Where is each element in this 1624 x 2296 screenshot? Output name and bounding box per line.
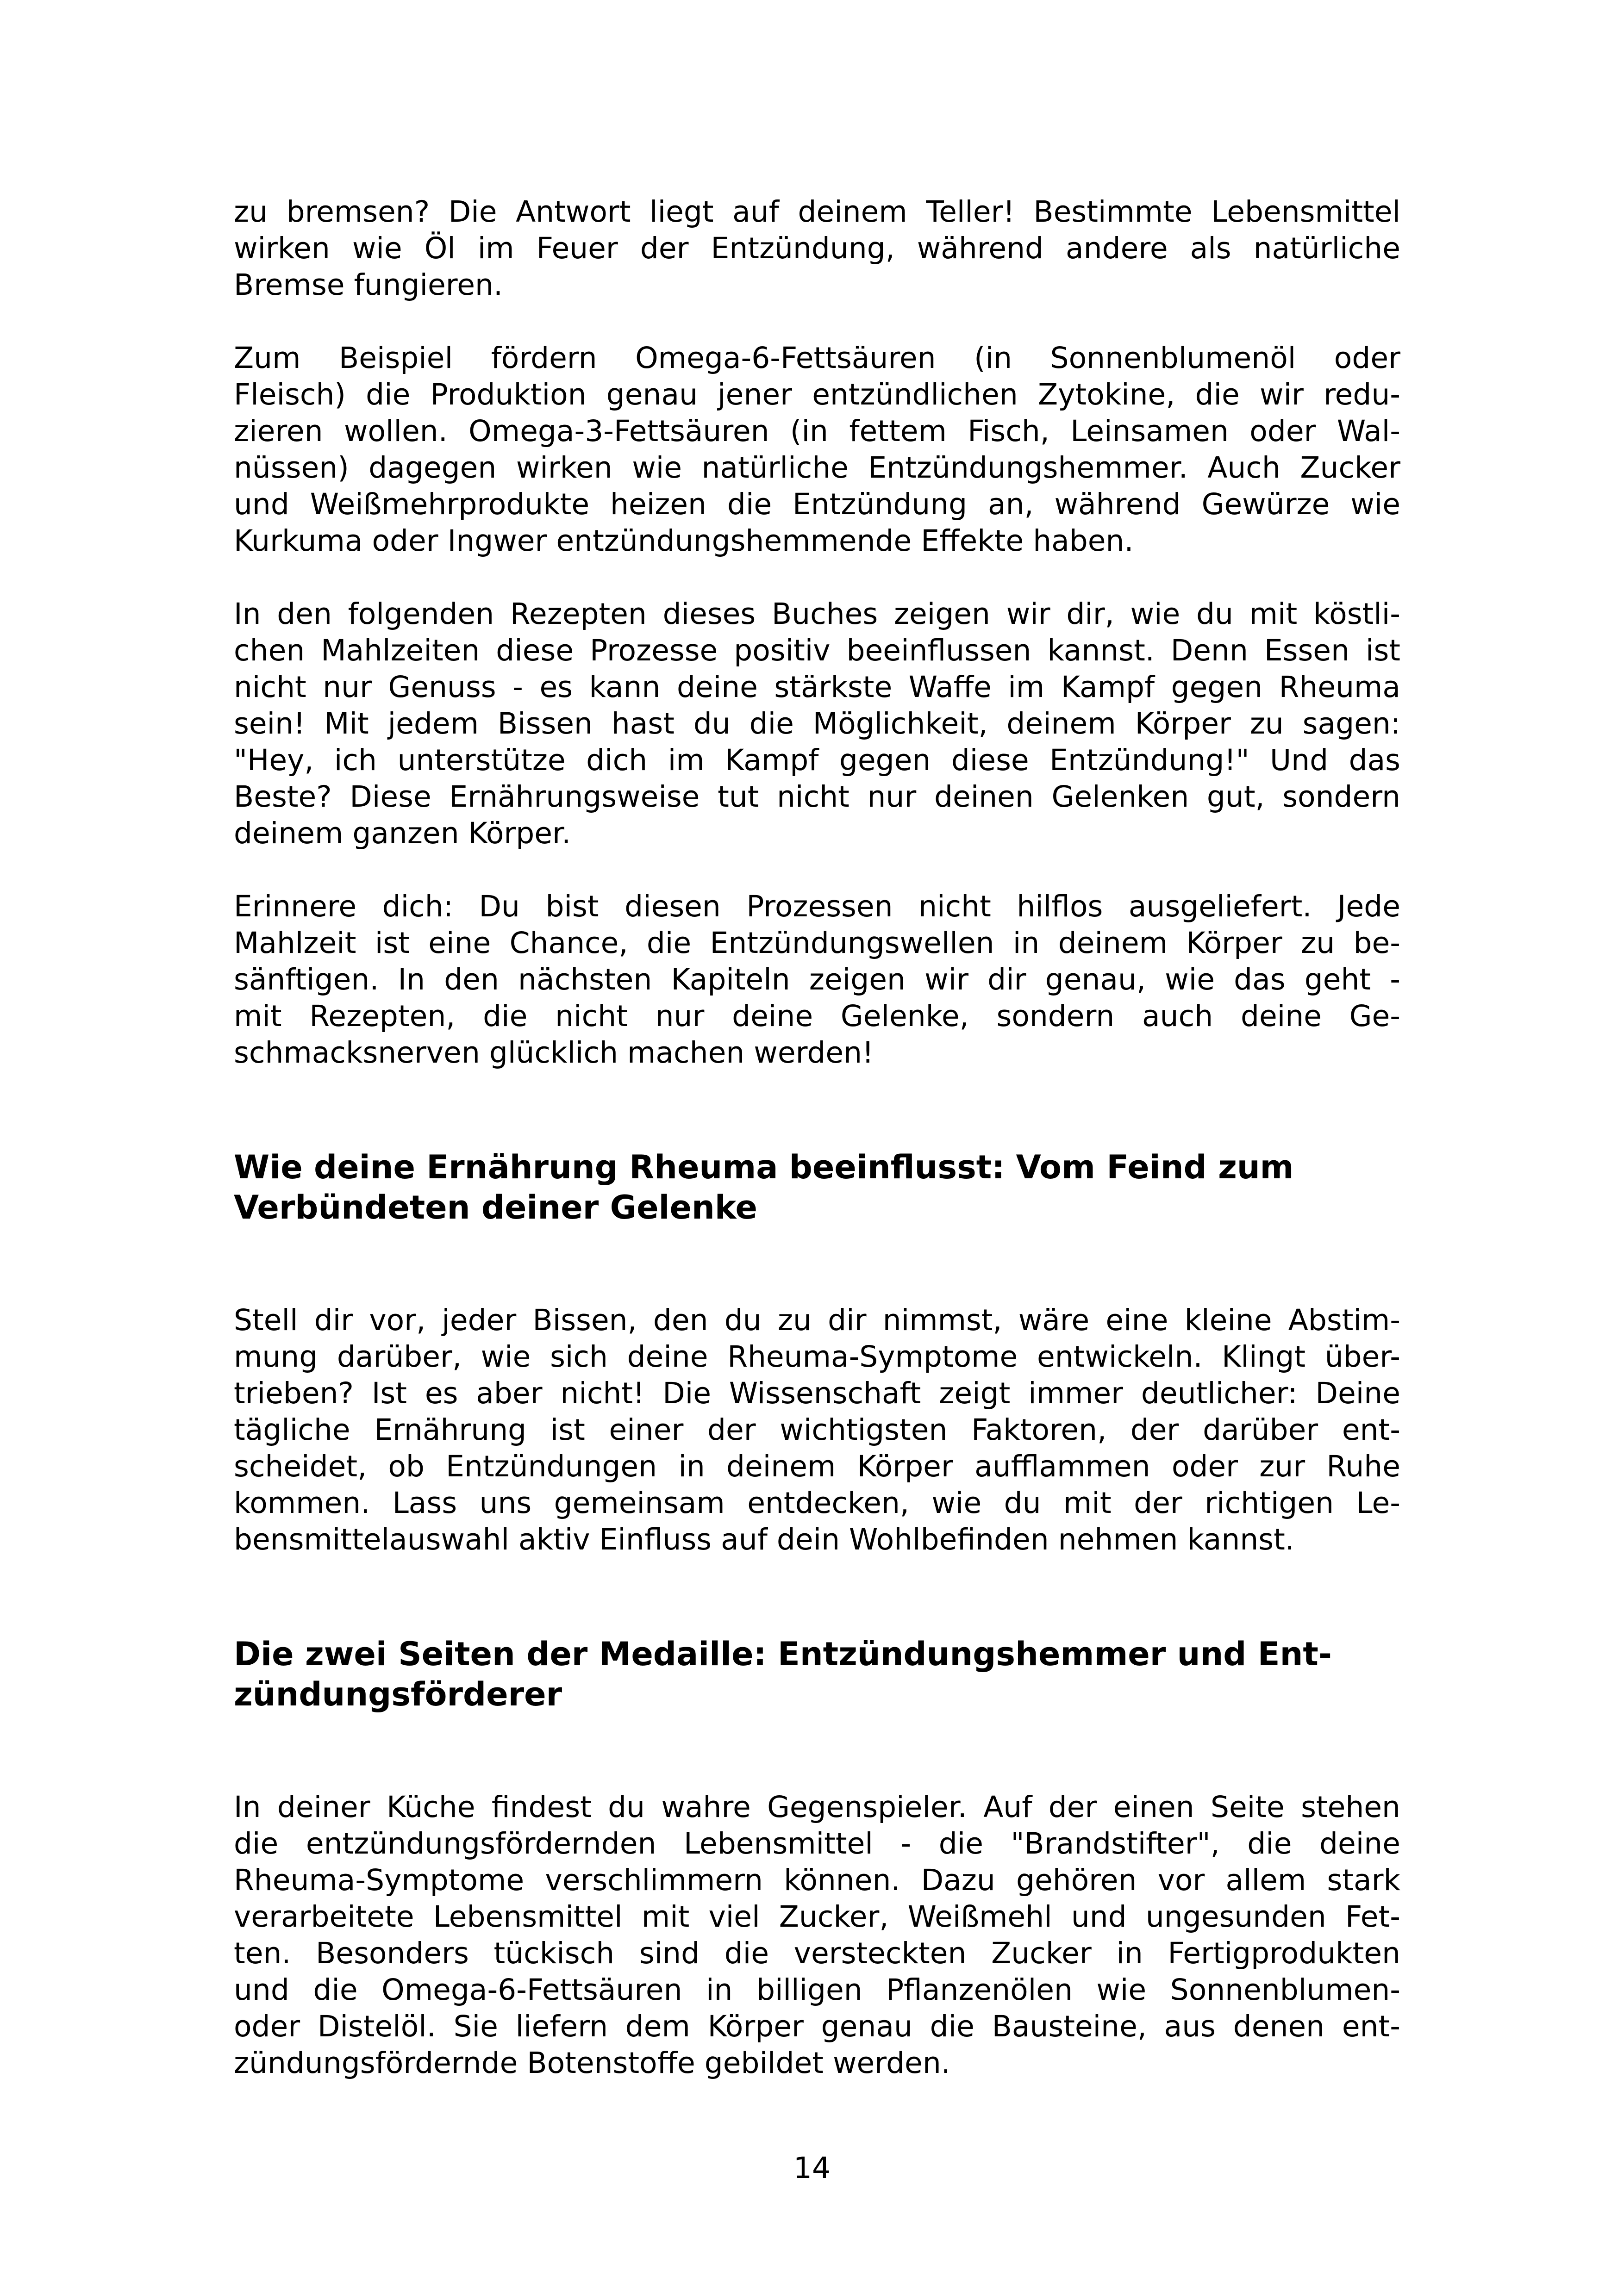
- page-number: 14: [793, 2151, 831, 2185]
- text-line: In deiner Küche findest du wahre Gegenspieler. Auf der einen Seite stehen: [234, 1790, 1400, 1824]
- text-line: chen Mahlzeiten diese Prozesse positiv beeinflussen kannst. Denn Essen ist: [234, 634, 1400, 667]
- text-line: Zum Beispiel fördern Omega-6-Fettsäuren (in Sonnenblumenöl oder: [234, 341, 1400, 375]
- heading-line: Verbündeten deiner Gelenke: [234, 1188, 758, 1226]
- text-line: zündungsfördernde Botenstoffe gebildet werden.: [234, 2046, 950, 2080]
- text-line: verarbeitete Lebensmittel mit viel Zucker, Weißmehl und ungesunden Fet-: [234, 1900, 1400, 1934]
- text-line: Beste? Diese Ernährungsweise tut nicht nur deinen Gelenken gut, sondern: [234, 780, 1400, 814]
- text-line: sänftigen. In den nächsten Kapiteln zeigen wir dir genau, wie das geht -: [234, 963, 1400, 996]
- heading-line: Die zwei Seiten der Medaille: Entzündungshemmer und Ent-: [234, 1635, 1332, 1673]
- text-line: Kurkuma oder Ingwer entzündungshemmende Effekte haben.: [234, 524, 1134, 558]
- text-line: nicht nur Genuss - es kann deine stärkste Waffe im Kampf gegen Rheuma: [234, 670, 1400, 704]
- text-line: Rheuma-Symptome verschlimmern können. Dazu gehören vor allem stark: [234, 1863, 1400, 1897]
- text-line: "Hey, ich unterstütze dich im Kampf gegen diese Entzündung!" Und das: [234, 743, 1400, 777]
- paragraph: [234, 340, 1400, 559]
- section-heading: [234, 1634, 1400, 1715]
- text-line: kommen. Lass uns gemeinsam entdecken, wie du mit der richtigen Le-: [234, 1486, 1400, 1520]
- text-line: In den folgenden Rezepten dieses Buches zeigen wir dir, wie du mit köstli-: [234, 597, 1400, 631]
- text-line: ten. Besonders tückisch sind die versteckten Zucker in Fertigprodukten: [234, 1936, 1400, 1970]
- text-line: schmacksnerven glücklich machen werden!: [234, 1036, 874, 1070]
- text-line: Stell dir vor, jeder Bissen, den du zu dir nimmst, wäre eine kleine Abstim-: [234, 1303, 1400, 1337]
- text-line: Bremse fungieren.: [234, 268, 503, 302]
- paragraph: [234, 1789, 1400, 2081]
- text-line: zieren wollen. Omega-3-Fettsäuren (in fettem Fisch, Leinsamen oder Wal-: [234, 414, 1400, 448]
- text-line: mit Rezepten, die nicht nur deine Gelenke, sondern auch deine Ge-: [234, 999, 1400, 1033]
- text-line: bensmittelauswahl aktiv Einfluss auf dein Wohlbefinden nehmen kannst.: [234, 1523, 1294, 1556]
- text-line: deinem ganzen Körper.: [234, 816, 571, 850]
- text-line: Mahlzeit ist eine Chance, die Entzündungswellen in deinem Körper zu be-: [234, 926, 1400, 960]
- text-line: die entzündungsfördernden Lebensmittel - die "Brandstifter", die deine: [234, 1827, 1400, 1860]
- paragraph: [234, 888, 1400, 1071]
- paragraph: [234, 1302, 1400, 1558]
- text-line: wirken wie Öl im Feuer der Entzündung, während andere als natürliche: [234, 231, 1400, 265]
- text-line: und Weißmehrprodukte heizen die Entzündung an, während Gewürze wie: [234, 487, 1400, 521]
- text-line: Erinnere dich: Du bist diesen Prozessen nicht hilflos ausgeliefert. Jede: [234, 890, 1400, 923]
- text-line: nüssen) dagegen wirken wie natürliche Entzündungshemmer. Auch Zucker: [234, 451, 1400, 485]
- text-line: mung darüber, wie sich deine Rheuma-Symptome entwickeln. Klingt über-: [234, 1340, 1400, 1374]
- text-line: Fleisch) die Produktion genau jener entzündlichen Zytokine, die wir redu-: [234, 378, 1400, 411]
- section-heading: [234, 1147, 1400, 1228]
- heading-line: zündungsförderer: [234, 1675, 562, 1713]
- text-line: oder Distelöl. Sie liefern dem Körper genau die Bausteine, aus denen ent-: [234, 2010, 1400, 2043]
- heading-line: Wie deine Ernährung Rheuma beeinflusst: Vom Feind zum: [234, 1148, 1294, 1186]
- text-line: zu bremsen? Die Antwort liegt auf deinem Teller! Bestimmte Lebensmittel: [234, 195, 1400, 229]
- text-line: sein! Mit jedem Bissen hast du die Möglichkeit, deinem Körper zu sagen:: [234, 707, 1400, 740]
- paragraph: [234, 596, 1400, 852]
- page-content: [234, 193, 1400, 2081]
- paragraph: [234, 193, 1400, 303]
- text-line: und die Omega-6-Fettsäuren in billigen Pflanzenölen wie Sonnenblumen-: [234, 1973, 1400, 2007]
- text-line: trieben? Ist es aber nicht! Die Wissenschaft zeigt immer deutlicher: Deine: [234, 1376, 1400, 1410]
- text-line: tägliche Ernährung ist einer der wichtigsten Faktoren, der darüber ent-: [234, 1413, 1400, 1447]
- text-line: scheidet, ob Entzündungen in deinem Körper aufflammen oder zur Ruhe: [234, 1450, 1400, 1483]
